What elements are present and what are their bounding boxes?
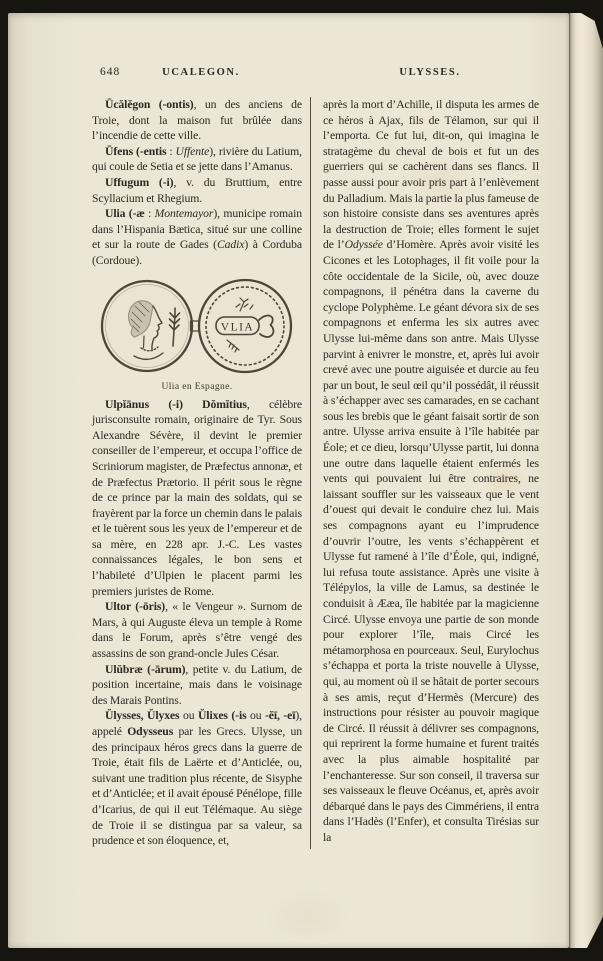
entry-ulpianus: Ulpĭānus (-i) Dŏmĭtius, célèbre jurisconsulte romain, originaire de Tyr. Sous Alexandre Sévère, il devint le premier conseiller de l’empereur, et occupa l’office de Scriniorum magister, de Præfectus annonæ, et de Præfectus Prætorio. Il périt sous le règne de ce prince par la main des soldats, qui se frayèrent par la force un chemin dans le palais et le tuèrent sous les yeux de l’empereur et de sa mère, en 228 apr. J.-C. Les vastes connaissances légales, le bon sens et l’habileté d’Ulpien le placent parmi les premiers juristes de Rome.	[92, 397, 302, 598]
page-number: 648	[100, 66, 121, 78]
entry-ufens: Ūfens (-entis : Uffente), rivière du Latium, qui coule de Setia et se jette dans l’Amanus.	[92, 144, 302, 174]
entry-uffugum: Uffugum (-i), v. du Bruttium, entre Scyllacium et Rhegium.	[92, 175, 302, 205]
figure-caption: Ulia en Espagne.	[161, 381, 233, 392]
coin-legend-text: VLIA	[220, 321, 255, 334]
entry-ulia: Ulia (-æ : Montemayor), municipe romain dans l’Hispania Bætica, situé sur une colline et sur la route de Gades (Cadix) à Corduba (Cordoue).	[92, 207, 302, 267]
left-column-top-entries	[92, 97, 302, 269]
right-column	[310, 97, 539, 849]
running-head-left: UCALEGON.	[162, 67, 240, 78]
ulia-coins-image	[97, 276, 297, 376]
entry-ultor: Ultor (-ōris), « le Vengeur ». Surnom de Mars, à qui Auguste éleva un temple à Rome dans le Forum, après s’être vengé des assassins de son grand-oncle Jules César.	[92, 600, 303, 661]
coin-figure	[92, 276, 302, 392]
page-header	[92, 66, 539, 82]
entry-ulysses-continuation: après la mort d’Achille, il disputa les armes de ce héros à Ajax, fils de Télamon, sur qui il l’emporta. Ce fut lui, dit-on, qui imagina le stratagème du cheval de bois et fut un des guerriers qui se cachèrent dans ses flancs. Il passe aussi pour avoir pris part à l’enlèvement du Palladium. Mais la partie la plus fameuse de son histoire consiste dans ses aventures après la destruction de Troie; elles forment le sujet de l’Odyssée d’Homère. Après avoir visité les Cicones et les Lotophages, il fit voile pour la côte occidentale de la Sicile, où, avec douze compagnons, il pénétra dans la caverne du cyclope Polyphème. Le géant dévora six de ses compagnons et enferma les six autres avec Ulysse lui-même dans son antre. Mais Ulysse parvint à enivrer le monstre, et, après lui avoir crevé avec une poutre aiguisée et durcie au feu par un bout, le seul œil qu’il possédât, il réussit à s’échapper avec ses camarades, en se cachant sous les brebis que le géant faisait sortir de son antre. Ulysse arriva ensuite à l’île habitée par Éole; et ce dieu, lorsqu’Ulysse partit, lui donna une outre dans laquelle étaient enfermés les vents qui pouvaient lui être contraires, ne laissant souffler sur les vaisseaux que le vent d’ouest qui devait le conduire chez lui. Mais ses compagnons ayant eu l’imprudence d’ouvrir l’outre, les vents s’échappèrent et Ulysse fut ramené à l’île d’Éole, qui, indigné, lui refusa toute assistance. Après une visite à Télépylos, la ville de Lamus, sa destinée le conduisit à Ææa, île habitée par la magicienne Circé. Ulysse envoya une partie de son monde pour explorer l’île, mais Circé les métamorphosa en pourceaux. Seul, Eurylochus s’échappa et porta la triste nouvelle à Ulysse, qui, au moment où il se hâtait de porter secours à ses amis, reçut d’Hermès (Mercure) des instructions pour résister au pouvoir magique de Circé. Il réussit à délivrer ses compagnons, qui reprirent la forme humaine et furent traités avec la plus aimable hospitalité par l’enchanteresse. Sur son conseil, il traversa sur ses vaisseaux le fleuve Océanus, et, après avoir débarqué dans le pays des Cimmériens, il entra dans l’Hadès (l’Enfer), et consulta Tirésias sur la	[323, 98, 539, 844]
book-page	[8, 13, 569, 948]
entry-ucalegon: Ūcălĕgon (-ontis), un des anciens de Troie, dont la maison fut brûlée dans l’incendie de cette ville.	[92, 98, 302, 143]
book-fore-edge	[569, 13, 603, 948]
right-column-entries	[323, 97, 539, 846]
left-column-bottom-entries	[92, 397, 302, 849]
entry-ulysses: Ŭlysses, Ŭlyxes ou Ŭlixes (-is ou -ĕī, -eī), appelé Odysseus par les Grecs. Ulysse, un des principaux héros grecs dans la guerre de Troie, était fils de Laërte et d’Anticlée, ou, suivant une tradition plus récente, de Sisyphe et d’Anticlée; et il avait épousé Pénélope, fille d’Icarius, de qui il eut Télémaque. Au siège de Troie il se distingua par sa valeur, sa prudence et son éloquence, et,	[92, 709, 303, 848]
running-head-right: ULYSSES.	[399, 67, 461, 78]
text-columns	[92, 97, 539, 849]
left-column	[92, 97, 310, 849]
entry-ulubrae: Ulŭbræ (-ārum), petite v. du Latium, de position incertaine, mais dans le voisinage des Marais Pontins.	[92, 662, 302, 707]
